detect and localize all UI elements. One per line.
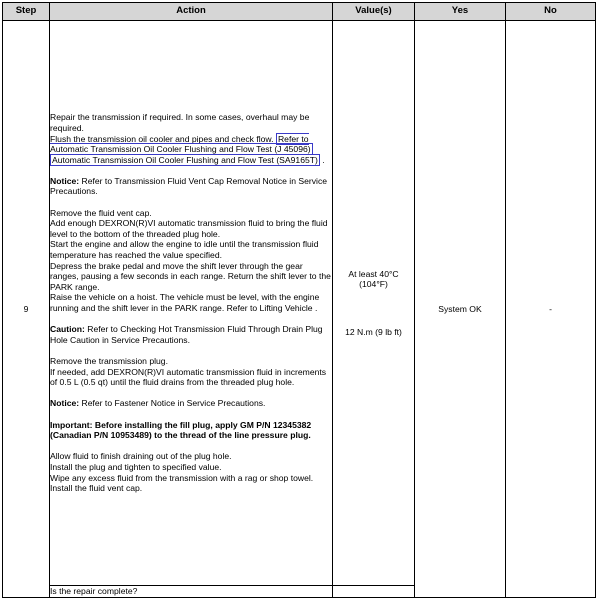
action-line: Flush the transmission oil cooler and pipes and check flow.: [50, 133, 274, 144]
action-line: Allow fluid to finish draining out of the plug hole.: [50, 451, 232, 462]
header-step: Step: [3, 3, 50, 21]
action-line: Start the engine and allow the engine to idle until the transmission fluid temperature has reached the value specified.: [50, 239, 319, 261]
yes-cell: [415, 21, 506, 598]
action-line: Remove the transmission plug.: [50, 355, 168, 366]
notice-label: Notice:: [50, 175, 80, 186]
question-values-cell: [333, 586, 415, 598]
important-note: Important: Before installing the fill plug, apply GM P/N 12345382 (Canadian P/N 10953489) to the thread of the line pressure plug.: [50, 419, 312, 441]
temperature-c: At least 40°C: [348, 268, 399, 279]
torque-value: 12 N.m (9 lb ft): [345, 326, 402, 337]
yes-result: System OK: [438, 303, 482, 314]
question: Is the repair complete?: [50, 586, 333, 598]
caution-text: Refer to Checking Hot Transmission Fluid Through Drain Plug Hole Caution in Service Precautions.: [50, 324, 323, 345]
action-line: Wipe any excess fluid from the transmission with a rag or shop towel.: [50, 472, 314, 483]
no-cell: -: [506, 21, 596, 598]
header-values: Value(s): [333, 3, 415, 21]
action-line: Repair the transmission if required. In some cases, overhaul may be required.: [50, 112, 310, 133]
temperature-f: (104°F): [359, 279, 388, 290]
values-cell: [333, 21, 415, 586]
procedure-table: [2, 2, 596, 598]
notice-vent-cap: [50, 176, 332, 197]
action-line: Raise the vehicle on a hoist. The vehicle must be level, with the engine running and the shift lever in the PARK range. Refer to Lifting Vehicle .: [50, 292, 320, 313]
action-line: Add enough DEXRON(R)VI automatic transmission fluid to bring the fluid level to the bottom of the threaded plug hole.: [50, 218, 328, 239]
step-row: [3, 21, 596, 586]
header-no: No: [506, 3, 596, 21]
header-row: [3, 3, 596, 21]
temperature-value: [333, 269, 414, 290]
notice-text: Refer to Fastener Notice in Service Precautions.: [81, 398, 266, 409]
action-cell: [50, 21, 333, 586]
cooler-flush-link-sa9165t[interactable]: Automatic Transmission Oil Cooler Flushing and Flow Test (SA9165T): [52, 154, 318, 165]
caution-label: Caution:: [50, 324, 85, 335]
action-line: Depress the brake pedal and move the shift lever through the gear ranges, pausing a few seconds in each range. Return the shift lever to the PARK range.: [50, 260, 331, 292]
period: .: [322, 154, 325, 165]
notice-label: Notice:: [50, 398, 80, 409]
caution-hot-fluid: [50, 324, 332, 345]
action-line: Remove the fluid vent cap.: [50, 207, 152, 218]
action-line: Install the plug and tighten to specified value.: [50, 461, 222, 472]
notice-fastener: [50, 398, 332, 409]
notice-text: Refer to Transmission Fluid Vent Cap Removal Notice in Service Precautions.: [50, 175, 328, 197]
step-number: 9: [3, 21, 50, 598]
action-line: If needed, add DEXRON(R)VI automatic transmission fluid in increments of 0.5 L (0.5 qt) until the fluid drains from the threaded plug hole.: [50, 366, 327, 388]
action-line: Install the fluid vent cap.: [50, 483, 143, 494]
action-flush: [50, 134, 332, 166]
header-action: Action: [50, 3, 333, 21]
header-yes: Yes: [415, 3, 506, 21]
cooler-flush-link-j45096[interactable]: Refer to Automatic Transmission Oil Cooler Flushing and Flow Test (J 45096): [50, 133, 311, 155]
